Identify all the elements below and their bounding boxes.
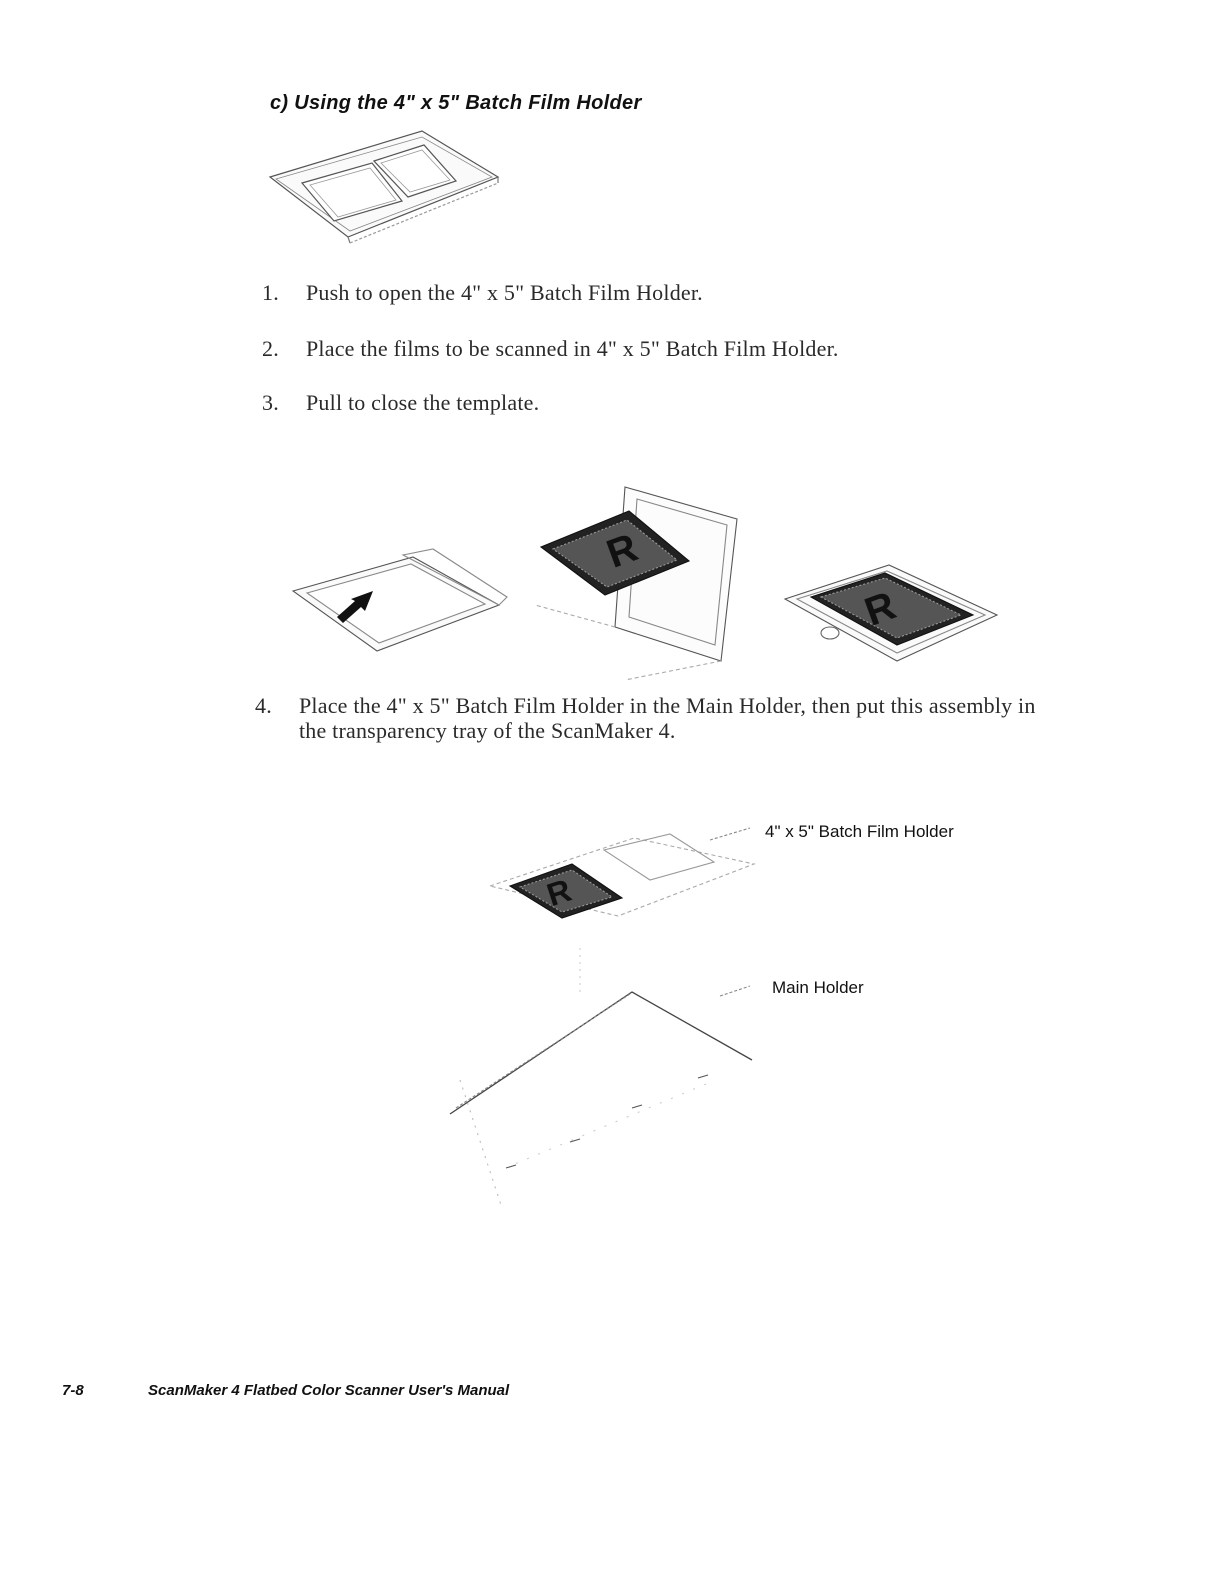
step-number: 4. <box>255 693 272 718</box>
step-2 <box>262 336 1062 366</box>
manual-title: ScanMaker 4 Flatbed Color Scanner User's Manual <box>148 1382 510 1399</box>
sequence-illustration <box>285 465 1025 685</box>
film-letter: R <box>542 871 576 914</box>
section-heading: c) Using the 4" x 5" Batch Film Holder <box>270 92 642 114</box>
step-4 <box>255 693 1055 753</box>
step-number: 2. <box>262 336 279 361</box>
step-text: Place the 4" x 5" Batch Film Holder in the Main Holder, then put this assembly in the transparency tray of the ScanMaker 4. <box>299 693 1036 743</box>
step-1 <box>262 280 1062 310</box>
assembly-illustration <box>450 810 770 1210</box>
step-number: 1. <box>262 280 279 305</box>
page-number: 7-8 <box>62 1382 84 1399</box>
film-letter: R <box>859 583 902 635</box>
step-number: 3. <box>262 390 279 415</box>
step-3 <box>262 390 1062 420</box>
callout-main-holder: Main Holder <box>772 978 864 997</box>
callout-batch-holder: 4" x 5" Batch Film Holder <box>765 822 954 841</box>
step-text: Place the films to be scanned in 4" x 5" Batch Film Holder. <box>306 336 839 361</box>
film-letter: R <box>601 525 644 577</box>
step-text: Pull to close the template. <box>306 390 540 415</box>
batch-holder-illustration <box>262 125 522 245</box>
step-text: Push to open the 4" x 5" Batch Film Holder. <box>306 280 703 305</box>
